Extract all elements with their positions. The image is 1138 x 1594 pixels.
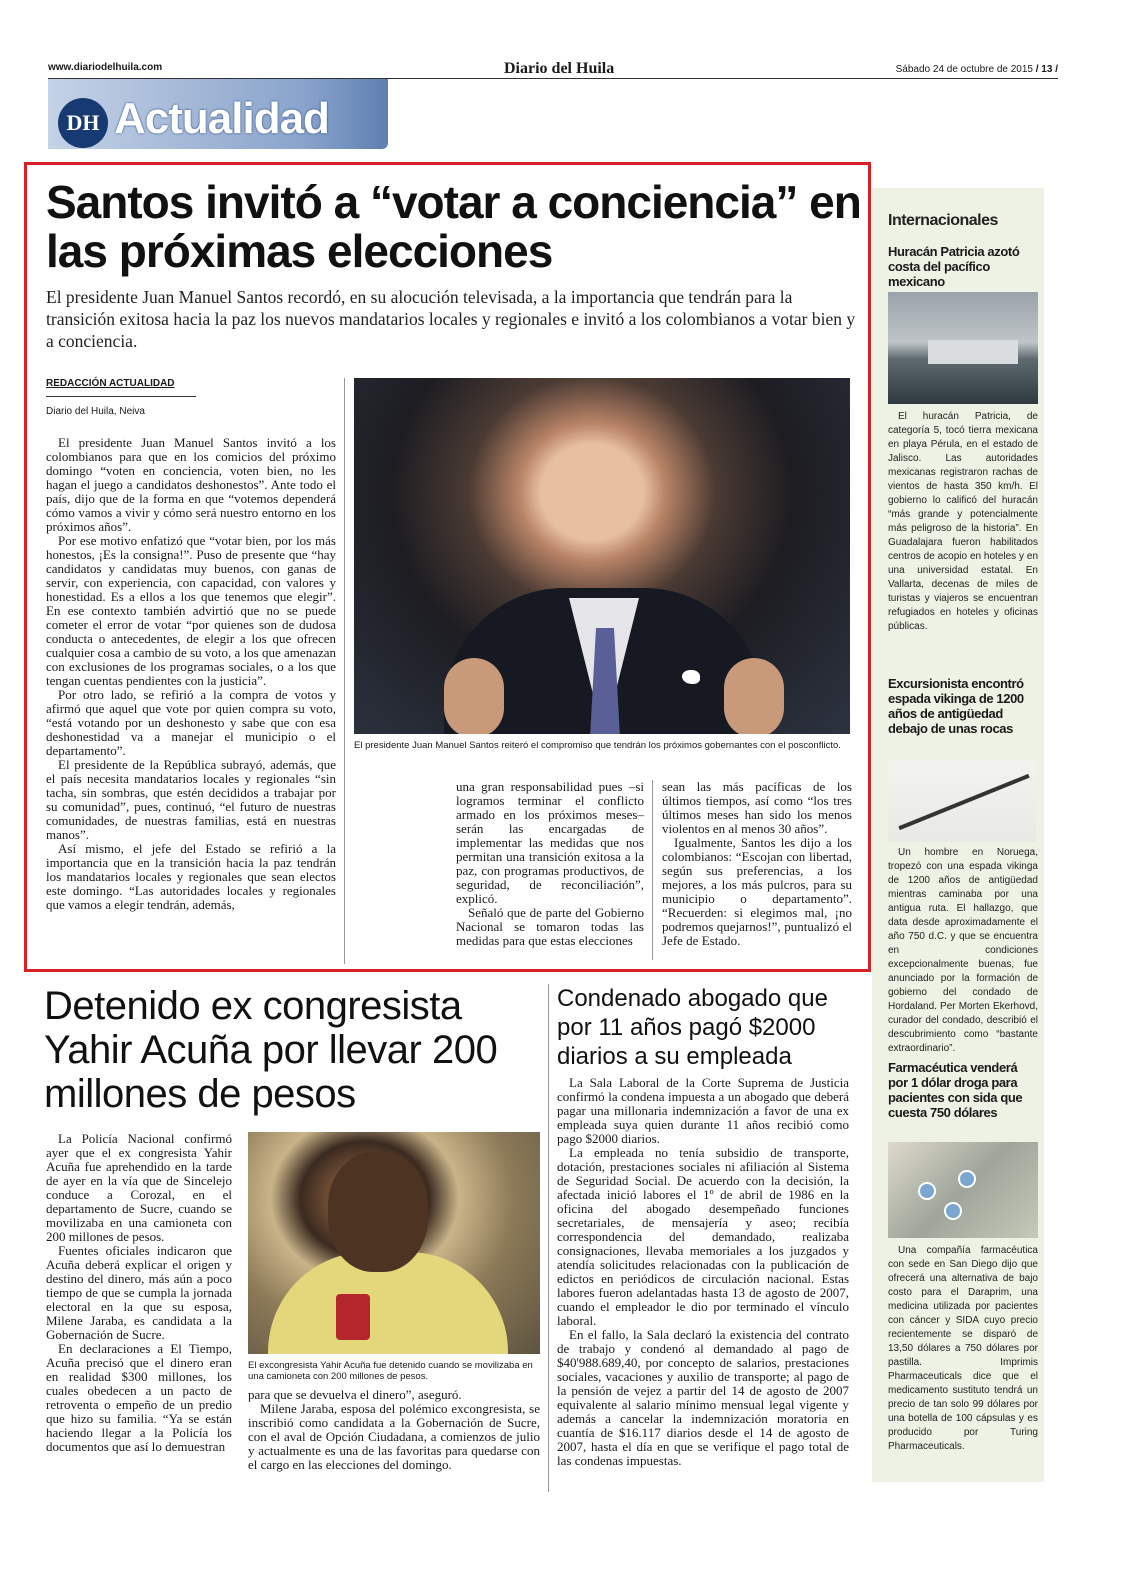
column-divider [548,984,549,1492]
main-column-3 [662,780,852,960]
main-column-2 [456,780,644,960]
paragraph: La Policía Nacional confirmó ayer que el ex congresista Yahir Acuña fue aprehendido en la tarde de ayer en la vía que de Sincelejo conduce a Corozal, en el departamento de Sucre, cuando se movilizaba en una camioneta con 200 millones de pesos. [46,1132,232,1244]
main-column-1 [46,436,336,966]
abogado-column [557,1076,849,1496]
paragraph: La empleada no tenía subsidio de transporte, dotación, prestaciones sociales ni afiliación al Sistema de Seguridad Social. De acuerdo con la decisión, la afectada inició labores el 1º de abril de 1986 en la oficina del abogado desempeñado funciones secretariales, de mensajería y aseo; recibía correspondencia del demandado, realizaba consignaciones, llevaba memoriales a los juzgados y atendía solicitudes relacionadas con la publicación de edictos en periódicos de circulación nacional. Estas labores fueron adelantadas hasta 13 de agosto de 2007, cuando el empleador le dio por terminado el vínculo laboral. [557,1145,849,1328]
paragraph: Por ese motivo enfatizó que “votar bien, por los más honestos, ¡Es la consigna!”. Puso de presente que “hay candidatos y candidatas muy buenos, con ganas de servir, con experiencia, con capacidad, con valores y honestidad. Es a ellos a los que tenemos que elegir”. En ese contexto también advirtió que no se puede cometer el error de votar “por quienes son de dudosa conducta o antecedentes, de elegir a los que ofrecen cualquier cosa a cambio de su voto, a los que amenazan con exclusiones de los programas sociales, o a los que tengan cuentas pendientes con la justicia”. [46,533,336,688]
santos-photo-caption: El presidente Juan Manuel Santos reiteró el compromiso que tendrán los próximos gobernantes con el posconflicto. [354,740,841,751]
sidebar-item-text [888,410,1038,664]
paragraph: Por otro lado, se refirió a la compra de votos y afirmó que aquel que vote por quien compra su voto, “está votando por un deshonesto y sabe que con esa deshonestidad va a manejar el municipio o el departamento”. [46,687,336,758]
paragraph: El huracán Patricia, de categoría 5, tocó tierra mexicana en playa Pérula, en el estado de Jalisco. Las autoridades mexicanas registraron rachas de vientos de hasta 350 km/h. El gobierno lo calificó del huracán “más grande y potencialmente más peligroso de la historia”. En Guadalajara fueron habilitados centros de acopio en hoteles y en una universidad estatal. En Vallarta, decenas de miles de turistas y viajeros se encuentran refugiados en hoteles y oficinas públicas. [888,411,1038,632]
paragraph: Milene Jaraba, esposa del polémico excongresista, se inscribió como candidata a la Gobernación de Sucre, con el aval de Opción Ciudadana, a comienzos de julio y actualmente es una de las favoritas para quedarse con el cargo en las elecciones del domingo. [248,1401,540,1472]
site-url[interactable]: www.diariodelhuila.com [48,62,163,73]
microphone-icon [336,1294,370,1340]
hurricane-photo [888,292,1038,404]
sidebar-item-text [888,1244,1038,1480]
paragraph: Así mismo, el jefe del Estado se refirió a la importancia que en la transición hacia la paz tendrán los mandatarios locales y regionales que sean electos este domingo. “Las autoridades locales y regionales que vamos a elegir tendrán, además, [46,841,336,912]
photo-left-hand [444,658,504,734]
main-lead: El presidente Juan Manuel Santos recordó, en su alocución televisada, a la importancia que tendrán para la transición exitosa hacia la paz los nuevos mandatarios locales y regionales e invitó a los colombianos a votar bien y a conciencia. [46,287,856,351]
newspaper-name: Diario del Huila [504,60,615,77]
paragraph: Fuentes oficiales indicaron que Acuña deberá explicar el origen y destino del dinero, más aún a poco tiempo de que se cumpla la jornada electoral en la que su esposa, Milene Jaraba, es candidata a la Gobernación de Sucre. [46,1243,232,1342]
acuna-photo-caption: El excongresista Yahir Acuña fue detenido cuando se movilizaba en una camioneta con 200 millones de pesos. [248,1360,533,1382]
photo-right-hand [724,658,784,734]
paragraph: sean las más pacíficas de los últimos tiempos, así como “los tres últimos meses han sido los menos violentos en al menos 30 años”. [662,780,852,836]
section-title: Actualidad [114,94,329,143]
photo-building [928,340,1018,364]
sidebar-item-title: Excursionista encontró espada vikinga de 1200 años de antigüedad debajo de unas rocas [888,676,1024,736]
pill-icon [944,1202,962,1220]
acuna-column-2 [248,1388,540,1492]
issue-date-text: Sábado 24 de octubre de 2015 [895,64,1033,75]
dove-pin-icon [682,670,700,684]
paragraph: La Sala Laboral de la Corte Suprema de Justicia confirmó la condena impuesta a un abogado que deberá pagar una millonaria indemnización a favor de una ex empleada suya quien durante 11 años recibió como pago $2000 diarios. [557,1076,849,1146]
paragraph: El presidente de la República subrayó, además, que el país necesita mandatarios locales y regionales “sin tacha, sin sombras, que estén decididos a trabajar por su comunidad”, pues, continuó, “el futuro de nuestras comunidades, de nuestras familias, está en nuestras manos”. [46,757,336,842]
paragraph: Una compañía farmacéutica con sede en San Diego dijo que ofrecerá una alternativa de bajo costo para el Daraprim, una medicina utilizada por pacientes con cáncer y SIDA cuyo precio recientemente se disparó de 13,50 dólares a 750 dólares por pastilla. Imprimis Pharmaceuticals dice que el medicamento sustituto tendrá un precio de tan solo 99 dólares por una botella de 100 cápsulas y es producido por Turing Pharmaceuticals. [888,1245,1038,1452]
paragraph: Un hombre en Noruega, tropezó con una espada vikinga de 1200 años de antigüedad mientras caminaba por una antigua ruta. El hallazgo, que data desde aproximadamente el año 750 d.C. y que se encuentra en condiciones excepcionalmente buenas, fue anunciado por la formación de gobierno del condado de Hordaland. Per Morten Ekerhovd, curador del condado, describió el descubrimiento como “bastante extraordinario”. [888,847,1038,1054]
page-number: / 13 / [1035,64,1058,75]
pill-icon [918,1182,936,1200]
abogado-headline: Condenado abogado que por 11 años pagó $2000 diarios a su empleada [557,985,828,1070]
paragraph: Igualmente, Santos les dijo a los colombianos: “Escojan con libertad, según sus preferencias, a los mejores, a los más pulcros, para su municipio o departamento”. “Recuerden: si elegimos mal, ¡no podremos quejarnos!”, puntualizó el Jefe de Estado. [662,835,852,948]
byline: REDACCIÓN ACTUALIDAD [46,378,175,389]
sword-photo [888,760,1036,842]
acuna-column-1 [46,1132,232,1492]
paragraph: Señaló que de parte del Gobierno Nacional se tomaron todas las medidas para que estas elecciones [456,905,644,948]
pills-photo [888,1142,1038,1238]
dateline: Diario del Huila, Neiva [46,406,145,417]
byline-rule [46,396,196,397]
main-headline: Santos invitó a “votar a conciencia” en las próximas elecciones [46,176,861,277]
sidebar-item-title: Huracán Patricia azotó costa del pacífico mexicano [888,244,1020,289]
sidebar-item-title: Farmacéutica venderá por 1 dólar droga para pacientes con sida que cuesta 750 dólares [888,1060,1023,1120]
column-divider [344,378,345,964]
acuna-headline: Detenido ex congresista Yahir Acuña por llevar 200 millones de pesos [44,984,498,1116]
sword-icon [898,774,1029,830]
pill-icon [958,1170,976,1188]
acuna-photo [248,1132,540,1354]
sidebar-heading: Internacionales [888,212,998,229]
issue-date [896,64,1058,75]
column-divider [652,780,653,960]
paragraph: En declaraciones a El Tiempo, Acuña precisó que el dinero eran en realidad $300 millones, los cuales obedecen a un pacto de retroventa o empeño de un predio que hizo su familia. “Ya se están haciendo llegar a la Policía los documentos que así lo demuestran [46,1341,232,1454]
dh-logo: DH [58,98,108,148]
paragraph: El presidente Juan Manuel Santos invitó a los colombianos para que en los comicios del próximo domingo “voten en conciencia, voten bien, no les hagan el juego a candidatos deshonestos”. Ante todo el país, dijo que de la forma en que “votemos dependerá cómo vamos a vivir y cómo será nuestro entorno en los próximos años”. [46,436,336,534]
paragraph: una gran responsabilidad pues –si logramos terminar el conflicto armado en los próximos meses– serán las encargadas de implementar las medidas que nos permitan una transición exitosa a la paz, con programas productivos, de seguridad, de reconciliación”, explicó. [456,780,644,906]
photo-face [328,1152,428,1272]
paragraph: En el fallo, la Sala declaró la existencia del contrato de trabajo y condenó al demandado al pago de $40'988.689,40, por concepto de salarios, prestaciones sociales, vacaciones y auxilio de transporte; al pago de la pensión de vejez a partir del 14 de agosto de 2007 equivalente al salario mínimo mensual legal vigente y además a cancelar la indemnización moratoria en cuantía de $16.117 diarios desde el 14 de agosto de 2007, hasta el día en que se verifique el pago total de las condenas impuestas. [557,1327,849,1468]
sidebar-item-text [888,846,1038,1054]
paragraph: para que se devuelva el dinero”, aseguró. [248,1388,462,1402]
santos-photo [354,378,850,734]
